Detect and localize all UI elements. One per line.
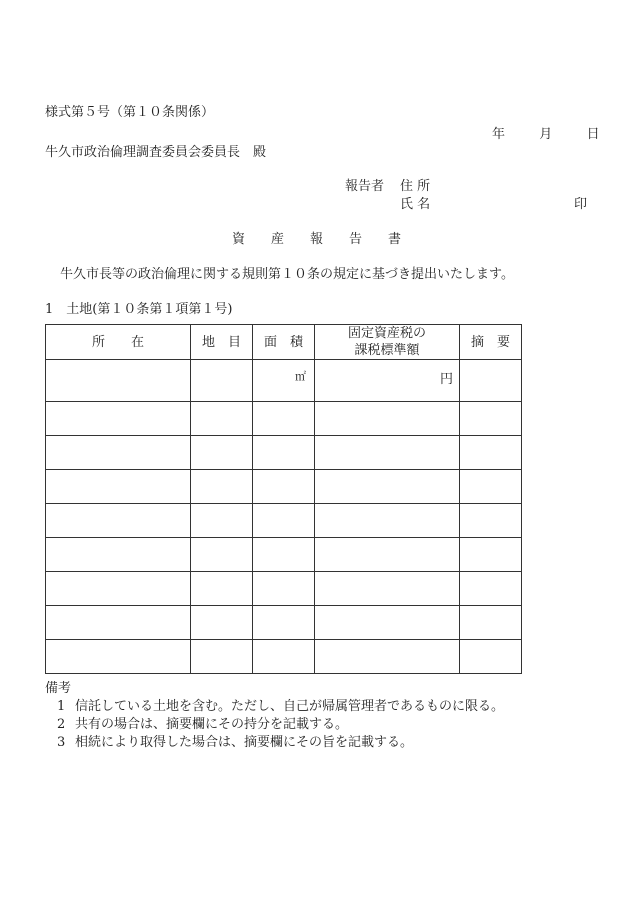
cell-tax-value[interactable] (315, 538, 460, 572)
cell-remarks[interactable] (460, 504, 522, 538)
table-row (46, 436, 522, 470)
cell-remarks[interactable] (460, 436, 522, 470)
name-label: 氏 名 (400, 197, 431, 212)
cell-location[interactable] (46, 402, 191, 436)
cell-location[interactable] (46, 606, 191, 640)
cell-tax-value[interactable] (315, 436, 460, 470)
cell-land-category[interactable] (191, 470, 253, 504)
note-number: 2 (57, 717, 66, 732)
notes-section (45, 680, 504, 752)
unit-square-meter: ㎡ (295, 370, 306, 383)
addressee: 牛久市政治倫理調査委員会委員長 殿 (45, 145, 267, 160)
cell-location[interactable] (46, 572, 191, 606)
table-row (46, 572, 522, 606)
section-heading: 1 土地(第１０条第１項第１号) (45, 302, 233, 317)
cell-land-category[interactable] (191, 436, 253, 470)
date-month: 月 (539, 127, 553, 142)
note-item (45, 734, 504, 752)
reporter-label: 報告者 (345, 179, 385, 194)
cell-remarks[interactable] (460, 402, 522, 436)
unit-yen: 円 (439, 372, 453, 387)
note-text: 信託している土地を含む。ただし、自己が帰属管理者であるものに限る。 (75, 699, 505, 714)
note-item (45, 698, 504, 716)
header-tax-value (315, 325, 460, 360)
cell-tax-value[interactable] (315, 504, 460, 538)
cell-area[interactable] (253, 360, 315, 402)
cell-area[interactable] (253, 572, 315, 606)
cell-remarks[interactable] (460, 606, 522, 640)
intro-text: 牛久市長等の政治倫理に関する規則第１０条の規定に基づき提出いたします。 (60, 267, 514, 282)
table-row (46, 606, 522, 640)
cell-land-category[interactable] (191, 572, 253, 606)
header-area: 面 積 (253, 325, 315, 360)
table-row (46, 504, 522, 538)
address-label: 住 所 (400, 179, 431, 194)
cell-land-category[interactable] (191, 504, 253, 538)
cell-location[interactable] (46, 436, 191, 470)
cell-location[interactable] (46, 640, 191, 674)
cell-area[interactable] (253, 606, 315, 640)
table-row (46, 538, 522, 572)
cell-location[interactable] (46, 504, 191, 538)
cell-remarks[interactable] (460, 470, 522, 504)
cell-area[interactable] (253, 436, 315, 470)
cell-remarks[interactable] (460, 538, 522, 572)
notes-heading: 備考 (45, 681, 72, 696)
cell-land-category[interactable] (191, 606, 253, 640)
cell-land-category[interactable] (191, 402, 253, 436)
date-day: 日 (586, 127, 600, 142)
cell-remarks[interactable] (460, 572, 522, 606)
cell-tax-value[interactable] (315, 470, 460, 504)
cell-tax-value[interactable] (315, 640, 460, 674)
form-number: 様式第５号（第１０条関係） (45, 105, 215, 120)
cell-land-category[interactable] (191, 360, 253, 402)
cell-land-category[interactable] (191, 538, 253, 572)
header-land-category: 地 目 (191, 325, 253, 360)
cell-tax-value[interactable] (315, 360, 460, 402)
cell-remarks[interactable] (460, 640, 522, 674)
note-number: 3 (57, 735, 66, 750)
table-row (46, 470, 522, 504)
cell-location[interactable] (46, 360, 191, 402)
cell-area[interactable] (253, 402, 315, 436)
cell-area[interactable] (253, 504, 315, 538)
date-line (492, 128, 600, 141)
note-number: 1 (57, 699, 66, 714)
header-tax-value-line1: 固定資産税の (347, 326, 426, 341)
cell-area[interactable] (253, 470, 315, 504)
cell-location[interactable] (46, 538, 191, 572)
note-item (45, 716, 504, 734)
cell-area[interactable] (253, 640, 315, 674)
table-row (46, 402, 522, 436)
cell-land-category[interactable] (191, 640, 253, 674)
notes-list (45, 698, 504, 752)
seal-mark: 印 (574, 197, 588, 212)
document-title: 資 産 報 告 書 (232, 232, 402, 247)
cell-tax-value[interactable] (315, 572, 460, 606)
cell-area[interactable] (253, 538, 315, 572)
cell-tax-value[interactable] (315, 402, 460, 436)
note-text: 共有の場合は、摘要欄にその持分を記載する。 (75, 717, 349, 732)
header-tax-value-line2: 課税標準額 (354, 343, 420, 358)
cell-remarks[interactable] (460, 360, 522, 402)
header-remarks: 摘 要 (460, 325, 522, 360)
table-row (46, 640, 522, 674)
land-table (45, 324, 522, 674)
header-location: 所 在 (46, 325, 191, 360)
cell-location[interactable] (46, 470, 191, 504)
table-header-row (46, 325, 522, 360)
note-text: 相続により取得した場合は、摘要欄にその旨を記載する。 (75, 735, 414, 750)
cell-tax-value[interactable] (315, 606, 460, 640)
table-row (46, 360, 522, 402)
date-year: 年 (492, 127, 506, 142)
